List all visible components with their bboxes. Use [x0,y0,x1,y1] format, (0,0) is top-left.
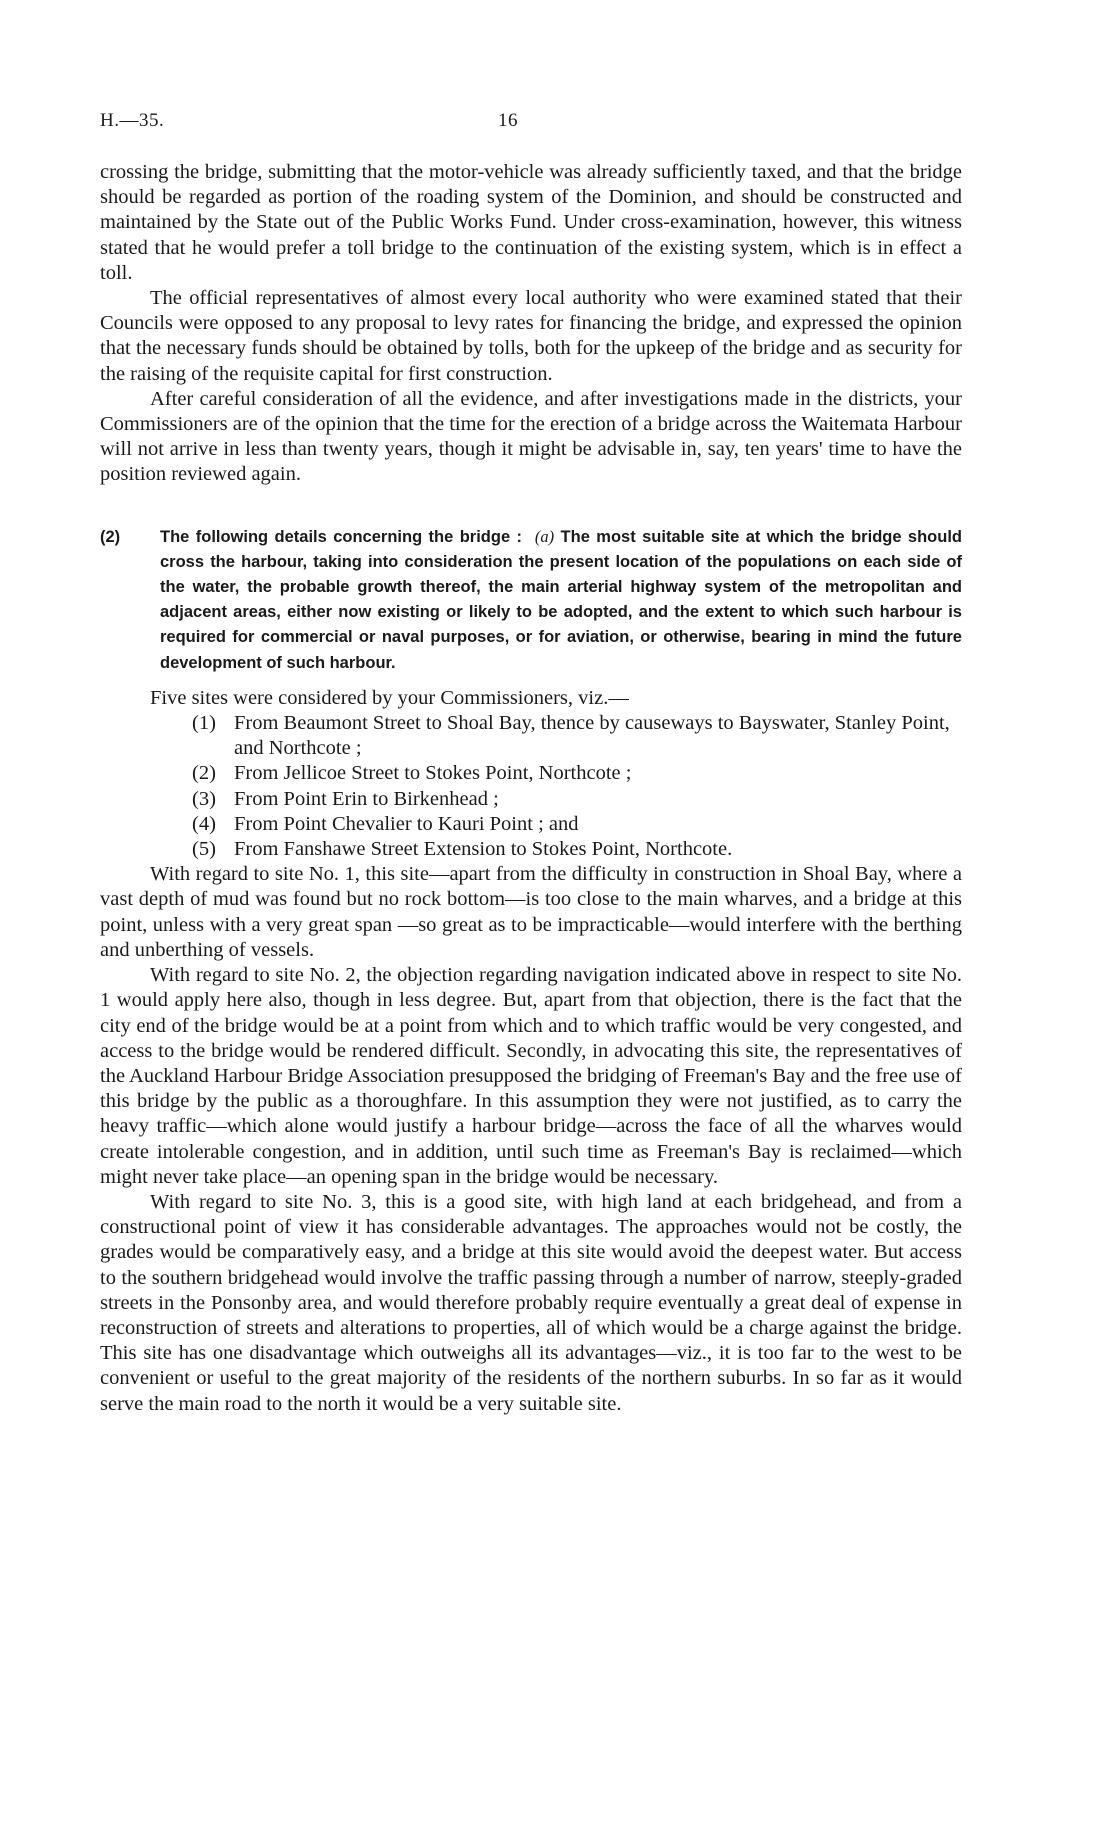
list-item-text: From Point Chevalier to Kauri Point ; and [234,812,579,835]
list-item-number: (3) [192,787,216,810]
body-text [100,160,962,488]
list-item [100,761,962,786]
list-item-number: (1) [192,712,216,735]
paragraph-conclusion: After careful consideration of all the evidence, and after investigations made in the districts, your Commissioners are of the opinion that the time for the erection of a bridge across the Waitemata Harbour will not arrive in less than twenty years, though it might be advisable in, say, ten years' time to have the position reviewed again. [100,387,962,486]
sites-list [100,711,962,862]
document-page [100,110,962,1417]
list-item-text: From Fanshawe Street Extension to Stokes Point, Northcote. [234,838,733,861]
section-letter: (a) [534,526,555,546]
list-item [100,711,962,761]
sites-section [100,686,962,1417]
list-item-text: From Jellicoe Street to Stokes Point, Northcote ; [234,762,632,785]
list-item-text: From Beaumont Street to Shoal Bay, thence by causeways to Bayswater, Stanley Point, and Northcote ; [234,712,950,760]
list-item-number: (5) [192,838,216,861]
section-heading-intro: The following details concerning the bridge : [160,527,523,546]
document-reference: H.—35. [100,110,165,131]
page-header [100,110,962,140]
list-item-number: (2) [192,762,216,785]
paragraph-site-3: With regard to site No. 3, this is a good site, with high land at each bridgehead, and from a constructional point of view it has considerable advantages. The approaches would not be costly, the grades would be comparatively easy, and a bridge at this site would avoid the deepest water. But access to the southern bridgehead would involve the traffic passing through a number of narrow, steeply-graded streets in the Ponsonby area, and would therefore probably require eventually a great deal of expense in reconstruction of streets and alterations to properties, all of which would be a charge against the bridge. This site has one disadvantage which outweighs all its advantages—viz., it is too far to the west to be convenient or useful to the great majority of the residents of the northern suburbs. In so far as it would serve the main road to the north it would be a very suitable site. [100,1190,962,1415]
page-number: 16 [498,110,518,131]
list-item-text: From Point Erin to Birkenhead ; [234,787,499,810]
list-item [100,787,962,812]
paragraph-continuation: crossing the bridge, submitting that the motor-vehicle was already sufficiently taxed, and that the bridge should be regarded as portion of the roading system of the Dominion, and should be constructed and maintained by the State out of the Public Works Fund. Under cross-examination, however, this witness stated that he would prefer a toll bridge to the continuation of the existing system, which is in effect a toll. [100,161,962,284]
section-number: (2) [100,527,121,546]
section-heading [100,524,962,676]
sites-intro: Five sites were considered by your Commissioners, viz.— [150,686,629,709]
paragraph-site-2: With regard to site No. 2, the objection regarding navigation indicated above in respect to site No. 1 would apply here also, though in less degree. But, apart from that objection, there is the fact that the city end of the bridge would be at a point from which and to which traffic would be very congested, and access to the bridge would be rendered difficult. Secondly, in advocating this site, the representatives of the Auckland Harbour Bridge Association presupposed the bridging of Freeman's Bay and the free use of this bridge by the public as a thoroughfare. In this assumption they were not justified, as to carry the heavy traffic—which alone would justify a harbour bridge—across the face of all the wharves would create intolerable congestion, and in addition, until such time as Freeman's Bay is reclaimed—which might never take place—an opening span in the bridge would be necessary. [100,964,962,1188]
list-item [100,812,962,837]
list-item-number: (4) [192,812,216,835]
section-heading-text: The most suitable site at which the bridge should cross the harbour, taking into consideration the present location of the populations on each side of the water, the probable growth thereof, the main arterial highway system of the metropolitan and adjacent areas, either now existing or likely to be adopted, and the extent to which such harbour is required for commercial or naval purposes, or for aviation, or otherwise, bearing in mind the future development of such harbour. [160,527,963,672]
paragraph-site-1: With regard to site No. 1, this site—apart from the difficulty in construction in Shoal Bay, where a vast depth of mud was found but no rock bottom—is too close to the main wharves, and a bridge at this point, unless with a very great span —so great as to be impracticable—would interfere with the berthing and unberthing of vessels. [100,863,962,961]
list-item [100,837,962,862]
paragraph-local-authorities: The official representatives of almost every local authority who were examined stated that their Councils were opposed to any proposal to levy rates for financing the bridge, and expressed the opinion that the necessary funds should be obtained by tolls, both for the upkeep of the bridge and as security for the raising of the requisite capital for first construction. [100,287,962,385]
